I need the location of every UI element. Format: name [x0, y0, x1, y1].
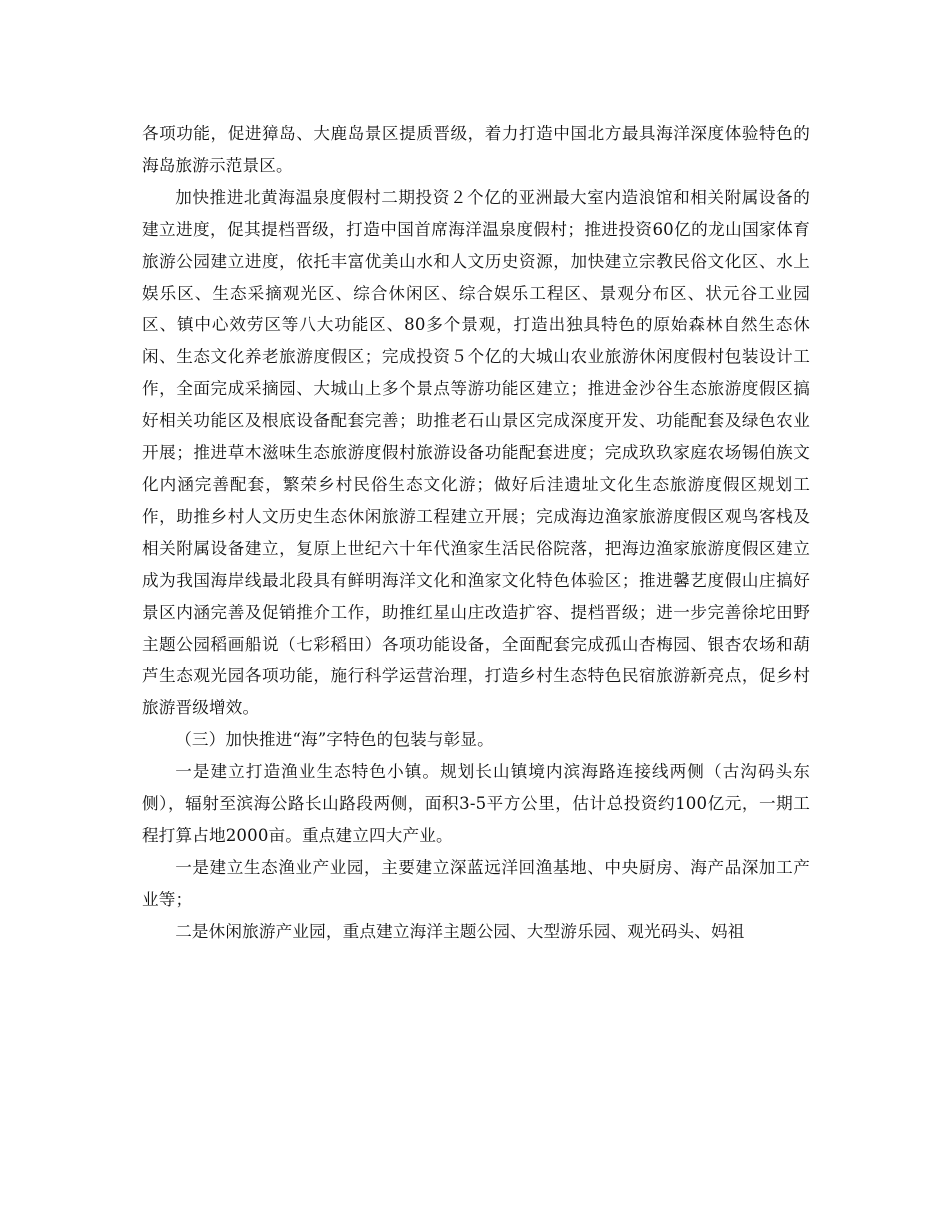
document-page [142, 118, 810, 948]
paragraph-1: 各项功能，促进獐岛、大鹿岛景区提质晋级，着力打造中国北方最具海洋深度体验特色的海岛旅游示范景区。 [142, 124, 810, 175]
paragraph-4: 一是建立打造渔业生态特色小镇。规划长山镇境内滨海路连接线两侧（古沟码头东侧），辐射至滨海公路长山路段两侧，面积3-5平方公里，估计总投资约100亿元，一期工程打算占地2000亩。重点建立四大产业。 [142, 762, 810, 845]
paragraph-6: 二是休闲旅游产业园，重点建立海洋主题公园、大型游乐园、观光码头、妈祖 [175, 921, 745, 941]
paragraph-2: 加快推进北黄海温泉度假村二期投资２个亿的亚洲最大室内造浪馆和相关附属设备的建立进度，促其提档晋级，打造中国首席海洋温泉度假村；推进投资60亿的龙山国家体育旅游公园建立进度，依托丰富优美山水和人文历史资源，加快建立宗教民俗文化区、水上娱乐区、生态采摘观光区、综合休闲区、综合娱乐工程区、景观分布区、状元谷工业园区、镇中心效劳区等八大功能区、80多个景观，打造出独具特色的原始森林自然生态休闲、生态文化养老旅游度假区；完成投资５个亿的大城山农业旅游休闲度假村包装设计工作，全面完成采摘园、大城山上多个景点等游功能区建立；推进金沙谷生态旅游度假区搞好相关功能区及根底设备配套完善；助推老石山景区完成深度开发、功能配套及绿色农业开展；推进草木滋味生态旅游度假村旅游设备功能配套进度；完成玖玖家庭农场锡伯族文化内涵完善配套，繁荣乡村民俗生态文化游；做好后洼遗址文化生态旅游度假区规划工作，助推乡村人文历史生态休闲旅游工程建立开展；完成海边渔家旅游度假区观鸟客栈及相关附属设备建立，复原上世纪六十年代渔家生活民俗院落，把海边渔家旅游度假区建立成为我国海岸线最北段具有鲜明海洋文化和渔家文化特色体验区；推进馨艺度假山庄搞好景区内涵完善及促销推介工作，助推红星山庄改造扩容、提档晋级；进一步完善徐坨田野主题公园稻画船说（七彩稻田）各项功能设备，全面配套完成孤山杏梅园、银杏农场和葫芦生态观光园各项功能，施行科学运营治理，打造乡村生态特色民宿旅游新亮点，促乡村旅游晋级增效。 [142, 187, 810, 718]
paragraph-5: 一是建立生态渔业产业园，主要建立深蓝远洋回渔基地、中央厨房、海产品深加工产业等； [142, 857, 810, 909]
paragraph-3-heading: （三）加快推进“海”字特色的包装与彰显。 [175, 730, 494, 750]
